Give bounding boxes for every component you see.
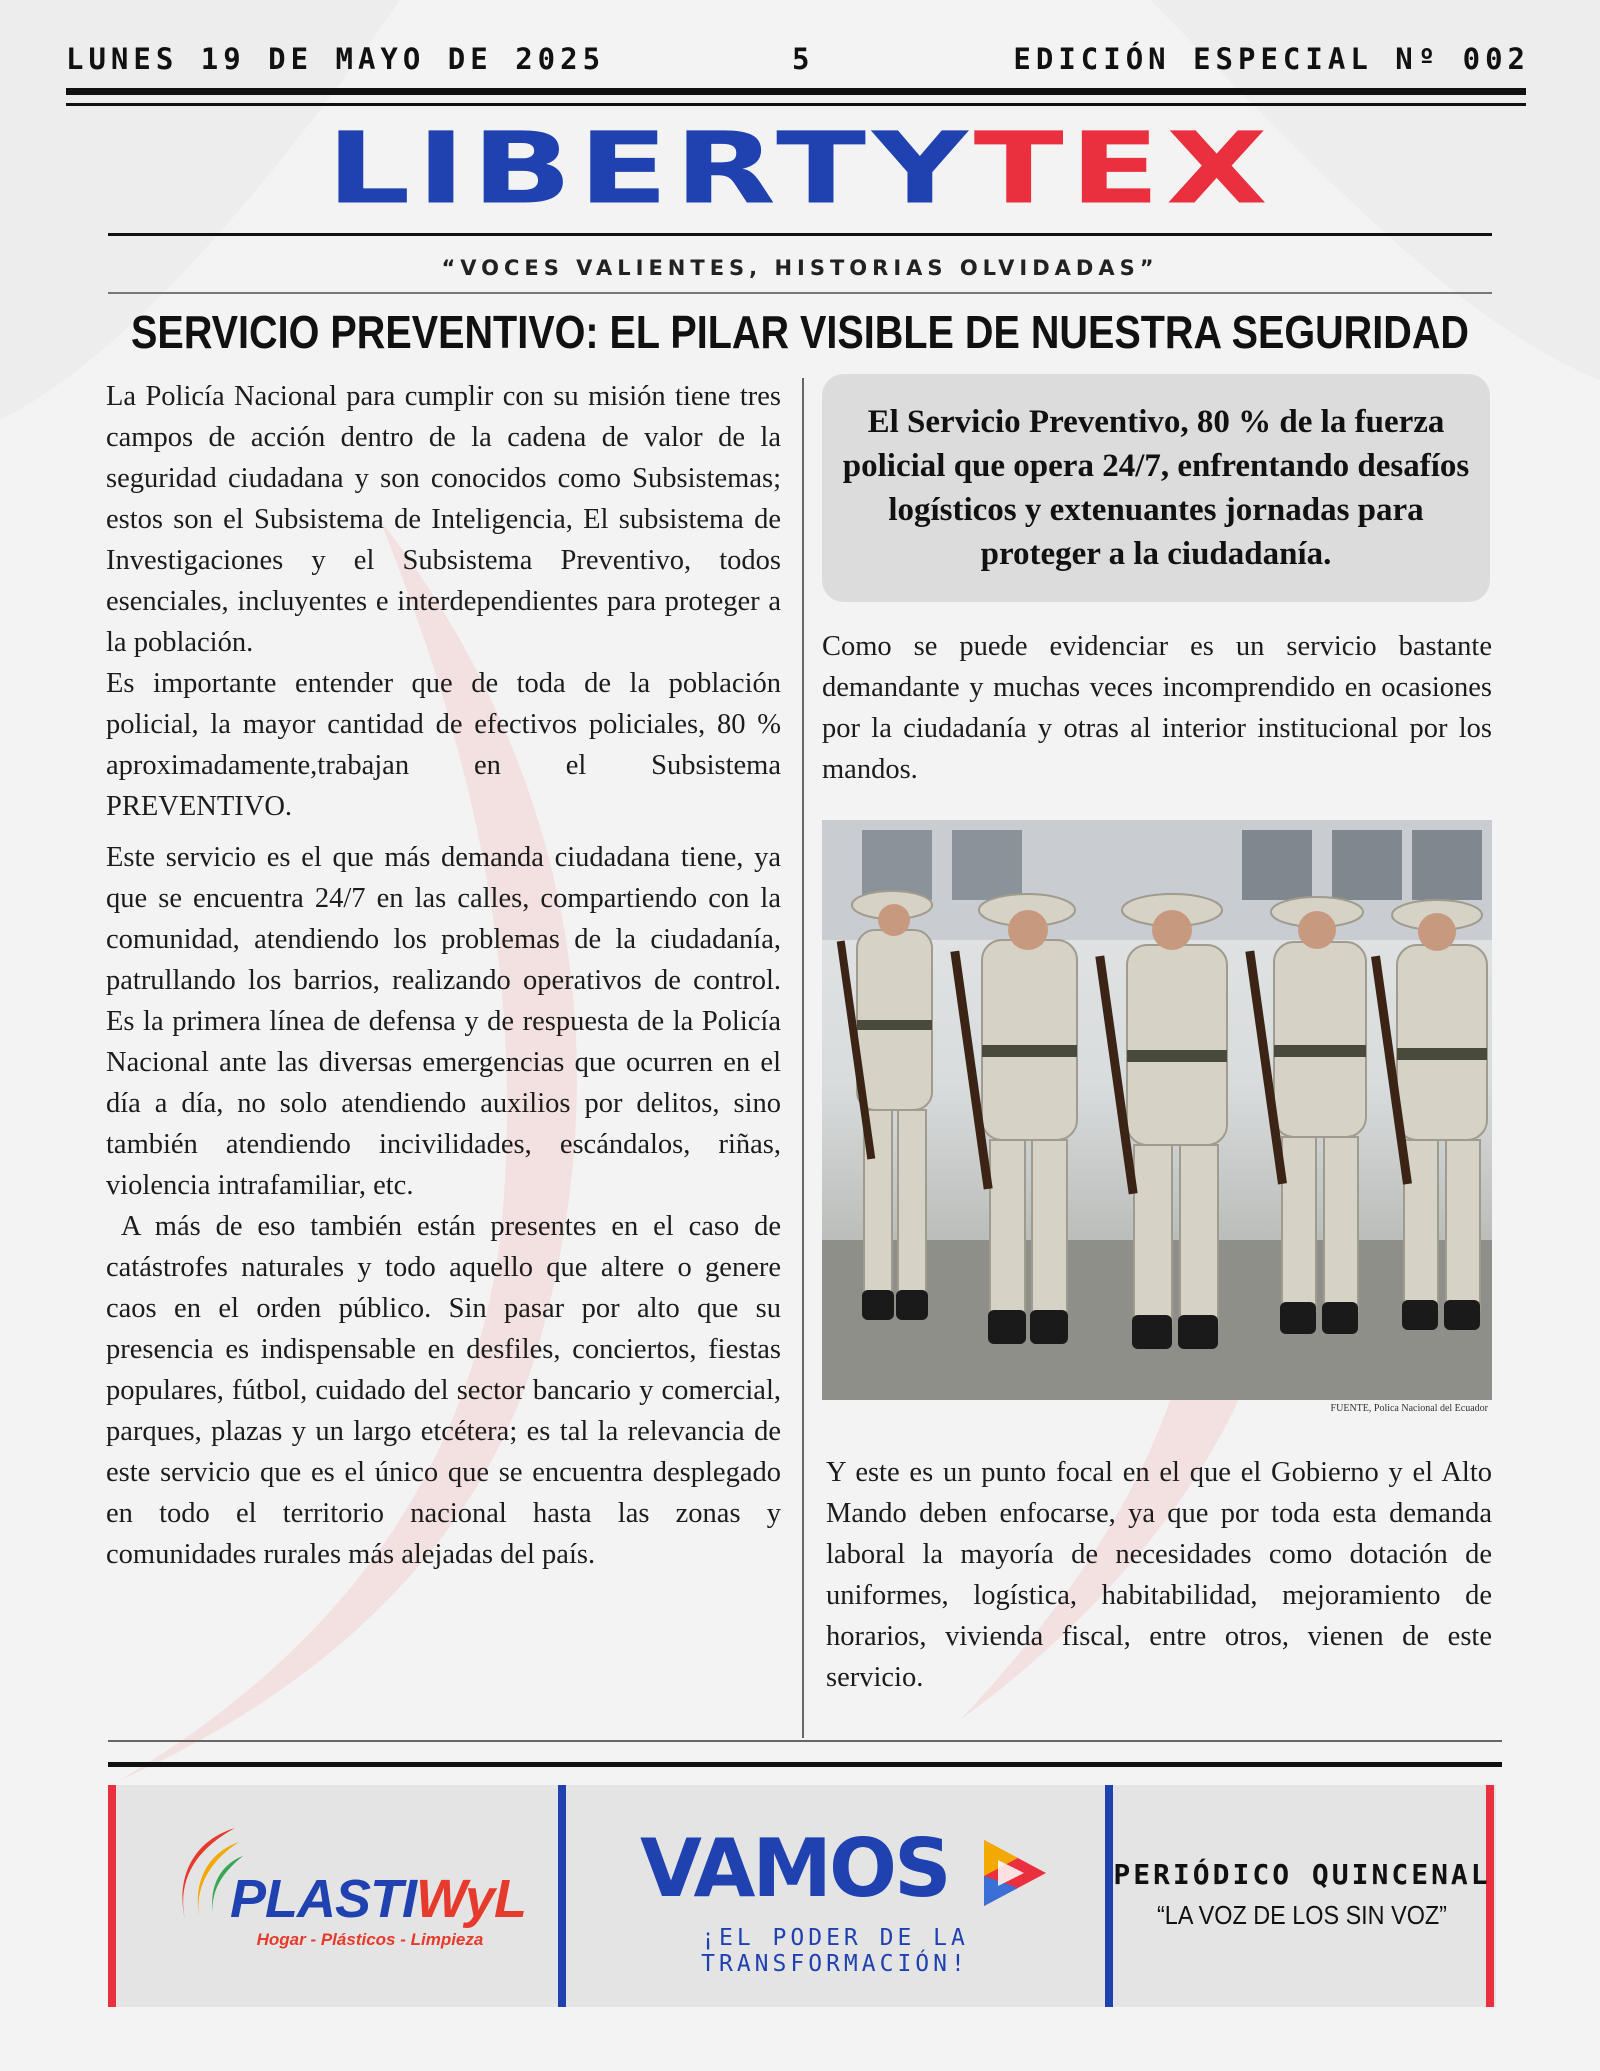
footer-rule-thin	[108, 1740, 1502, 1742]
footer-bar-red-left	[108, 1785, 116, 2007]
article-photo	[822, 820, 1492, 1400]
issue-date: LUNES 19 DE MAYO DE 2025	[66, 42, 606, 76]
tagline-rule	[108, 292, 1492, 294]
header-rule-thin	[66, 103, 1526, 106]
page-number: 5	[792, 42, 810, 76]
photo-credit: FUENTE, Polica Nacional del Ecuador	[1330, 1403, 1488, 1414]
plastiwyl-logo	[230, 1868, 526, 1930]
column-divider	[802, 378, 804, 1738]
vamos-logo: VAMOS	[640, 1822, 949, 1915]
tagline: “VOCES VALIENTES, HISTORIAS OLVIDADAS”	[441, 256, 1159, 280]
publication-motto: “LA VOZ DE LOS SIN VOZ”	[1157, 1900, 1447, 1930]
masthead-logo	[0, 111, 1600, 227]
left-column	[106, 376, 789, 1575]
paragraph-4: A más de eso también están presentes en el caso de catástrofes naturales y todo aquello que altere o genere caos en el orden público. Sin pasar por alto que su presencia es indispensable en desfiles, conciertos, fiestas populares, fútbol, cuidado del sector bancario y comercial, parques, plazas y un largo etcétera; es tal la relevancia de este servicio que es el único que se encuentra desplegado en todo el territorio nacional hasta las zonas y comunidades rurales más alejadas del país.	[106, 1211, 789, 1570]
vamos-tagline: ¡EL PODER DE LA TRANSFORMACIÓN!	[701, 1925, 969, 1977]
paragraph-6: Y este es un punto focal en el que el Gobierno y el Alto Mando deben enfocarse, ya que por toda esta demanda laboral la mayoría de necesidades como dotación de uniformes, logística, habitabilidad, mejoramiento de horarios, vivienda fiscal, entre otros, vienen de este servicio.	[826, 1457, 1492, 1693]
footer-rule-thick	[108, 1762, 1502, 1767]
footer-bar-red-right	[1486, 1785, 1494, 2007]
paragraph-5: Como se puede evidenciar es un servicio bastante demandante y muchas veces incomprendido en ocasiones por la ciudadanía y otras al interior institucional por los mandos.	[822, 631, 1492, 785]
footer-bar-blue-1	[558, 1785, 566, 2007]
plastiwyl-swirl-icon	[165, 1820, 245, 1930]
publication-type: PERIÓDICO QUINCENAL	[1113, 1858, 1491, 1891]
paragraph-2: Es importante entender que de toda de la población policial, la mayor cantidad de efectivos policiales, 80 % aproximadamente,trabajan en el Subsistema PREVENTIVO.	[106, 668, 781, 822]
edition-number: EDICIÓN ESPECIAL Nº 002	[1013, 42, 1530, 76]
pull-quote: El Servicio Preventivo, 80 % de la fuerza policial que opera 24/7, enfrentando desafíos logísticos y extenuantes jornadas para proteger a la ciudadanía.	[842, 404, 1470, 572]
right-column-top	[822, 626, 1492, 790]
right-column-bottom	[826, 1452, 1492, 1698]
plastiwyl-name-b: WyL	[416, 1869, 527, 1929]
masthead-rule	[108, 233, 1492, 236]
police-formation-image	[822, 820, 1492, 1400]
play-triangle-icon	[978, 1836, 1050, 1910]
masthead-liberty: LIBERTY	[326, 111, 974, 227]
plastiwyl-name-a: PLASTI	[230, 1869, 417, 1929]
plastiwyl-tagline: Hogar - Plásticos - Limpieza	[256, 1930, 484, 1949]
paragraph-1: La Policía Nacional para cumplir con su misión tiene tres campos de acción dentro de la cadena de valor de la seguridad ciudadana y son conocidos como Subsistemas; estos son el Subsistema de Inteligencia, El subsistema de Investigaciones y el Subsistema Preventivo, todos esenciales, incluyentes e interdependientes para proteger a la población.	[106, 381, 781, 658]
masthead-tex: TEX	[973, 111, 1274, 227]
footer-bar-blue-2	[1105, 1785, 1113, 2007]
pull-quote-box	[822, 374, 1490, 602]
paragraph-3: Este servicio es el que más demanda ciudadana tiene, ya que se encuentra 24/7 en las calles, compartiendo con la comunidad, atendiendo los problemas de la ciudadanía, patrullando los barrios, realizando operativos de control. Es la primera línea de defensa y de respuesta de la Policía Nacional ante las diversas emergencias que ocurren en el día a día, no solo atendiendo auxilios por delitos, sino también atendiendo incivilidades, escándalos, riñas, violencia intrafamiliar, etc.	[106, 842, 781, 1201]
article-headline: SERVICIO PREVENTIVO: EL PILAR VISIBLE DE NUESTRA SEGURIDAD	[131, 306, 1469, 358]
header-rule-thick	[66, 88, 1526, 95]
